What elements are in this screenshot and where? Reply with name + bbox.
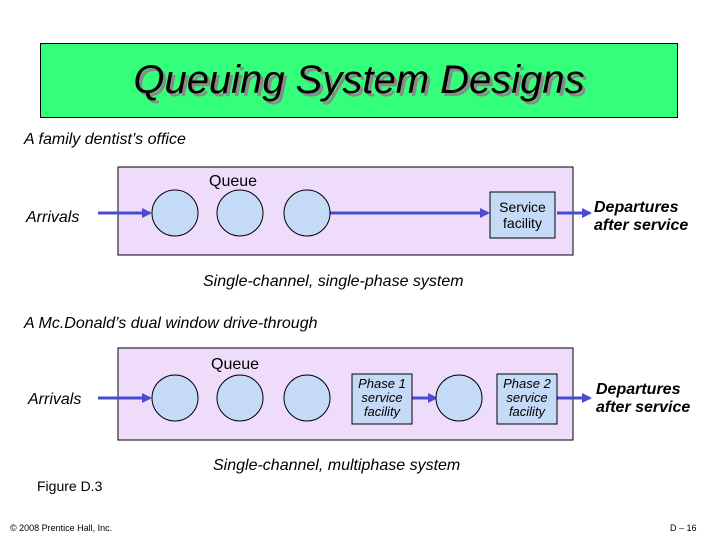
diagram2-phase1-line1: Phase 1 bbox=[358, 376, 406, 391]
diagram2-system-caption: Single-channel, multiphase system bbox=[213, 457, 461, 474]
diagram2-phase2-line3: facility bbox=[508, 404, 546, 419]
copyright-text: © 2008 Prentice Hall, Inc. bbox=[10, 523, 113, 533]
example2-caption: A Mc.Donald’s dual window drive-through bbox=[24, 315, 318, 332]
diagram2-departures-line2: after service bbox=[596, 399, 691, 416]
diagram1-service-line1: Service bbox=[499, 199, 546, 215]
diagram2-queue-customer-3 bbox=[284, 375, 330, 421]
diagram2-queue-customer-2 bbox=[217, 375, 263, 421]
diagram1-queue-customer-2 bbox=[217, 190, 263, 236]
diagram1-system-caption: Single-channel, single-phase system bbox=[203, 273, 464, 290]
diagram2-departures-label bbox=[596, 381, 690, 417]
diagram1-arrivals-label: Arrivals bbox=[26, 209, 80, 226]
diagram1-service-line2: facility bbox=[503, 215, 542, 231]
diagram2-phase1-line3: facility bbox=[363, 404, 401, 419]
diagram2-phase2-line2: service bbox=[506, 390, 548, 405]
diagram1-queue-customer-1 bbox=[152, 190, 198, 236]
diagram1-departures-label bbox=[594, 199, 688, 235]
diagram2-queue-label: Queue bbox=[211, 356, 260, 373]
page-number: D – 16 bbox=[670, 523, 697, 533]
diagram2-departures-line1: Departures bbox=[596, 381, 681, 398]
diagram2-phase2-label bbox=[497, 377, 557, 419]
diagram2-phase1-line2: service bbox=[361, 390, 403, 405]
diagram1-departures-line1: Departures bbox=[594, 199, 679, 216]
diagram1-service-label bbox=[490, 199, 555, 231]
diagram2-queue-customer-4 bbox=[436, 375, 482, 421]
diagram2-queue-customer-1 bbox=[152, 375, 198, 421]
example1-caption: A family dentist’s office bbox=[24, 131, 186, 148]
diagram2-arrivals-label: Arrivals bbox=[28, 391, 82, 408]
diagram1-departures-line2: after service bbox=[594, 217, 689, 234]
figure-label: Figure D.3 bbox=[37, 478, 103, 494]
slide-title: Queuing System Designs bbox=[133, 58, 585, 102]
diagram2-phase2-line1: Phase 2 bbox=[503, 376, 551, 391]
diagram1-queue-customer-3 bbox=[284, 190, 330, 236]
diagram1-queue-label: Queue bbox=[209, 173, 258, 190]
diagram2-phase1-label bbox=[352, 377, 412, 419]
